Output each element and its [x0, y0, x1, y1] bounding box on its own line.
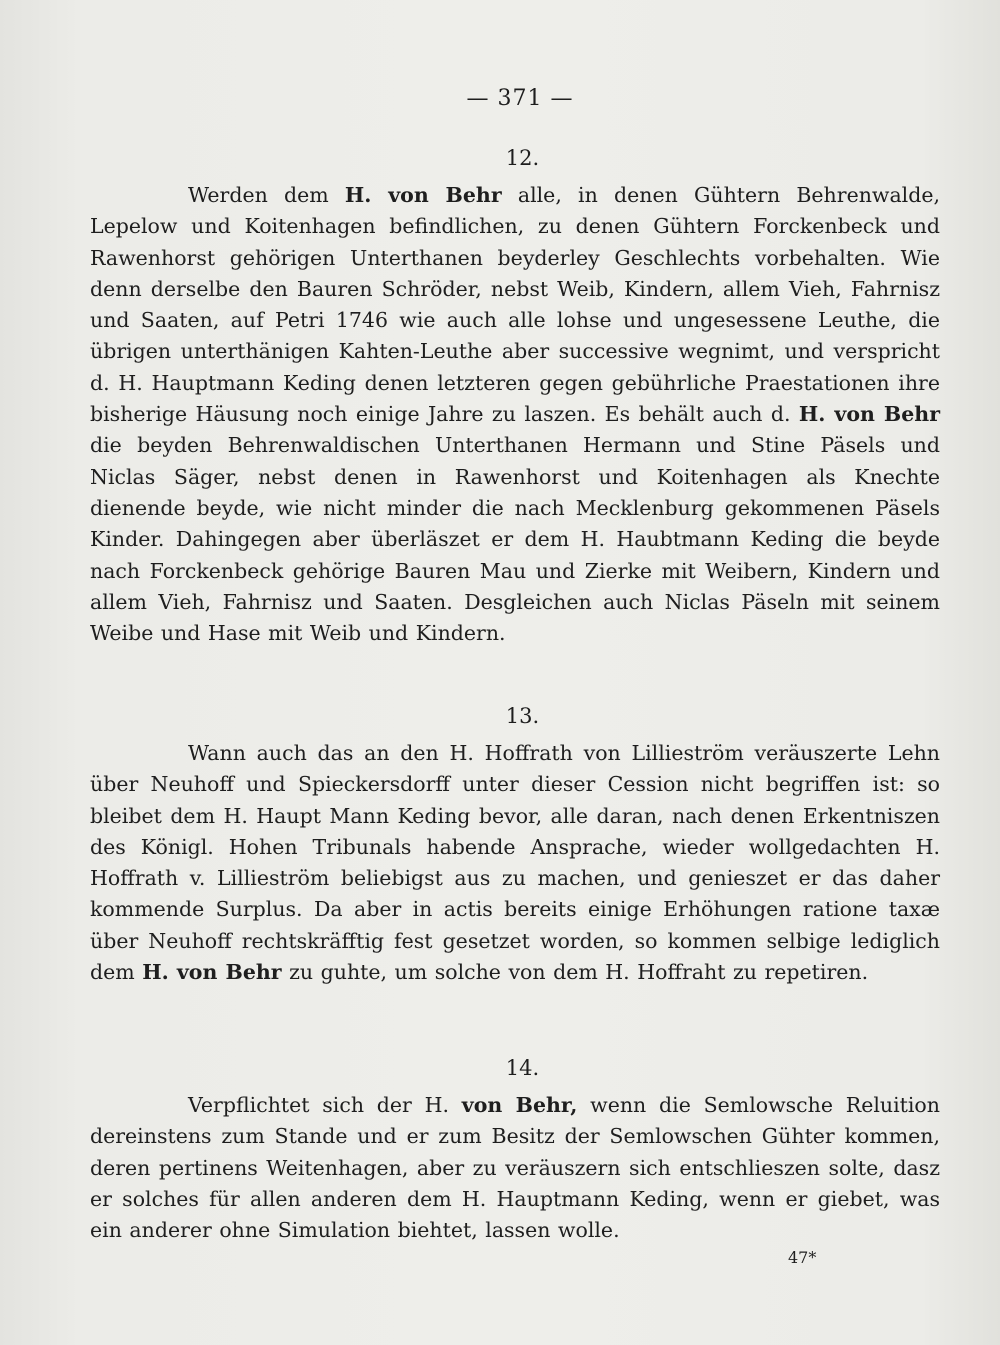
paragraph-text-run: Wann auch das an den H. Hoffrath von Lillieström veräuszerte Lehn über Neuhoff und Spieckersdorff unter dieser Cession nicht begriffen ist: so bleibet dem H. Haupt Mann Keding bevor, alle daran, nach denen Erkentniszen des Königl. Hohen Tribunals habende Ansprache, wieder wollgedachten H. Hoffrath v. Lillieström beliebigst aus zu machen, und genieszet er das daher kommende Surplus. Da aber in actis bereits einige Erhöhungen ratione taxæ über Neuhoff rechtskräfftig fest gesetzet worden, so kommen selbige lediglich dem	[90, 741, 940, 985]
paragraph-13	[90, 738, 940, 988]
bold-name-run: von Behr,	[461, 1093, 578, 1117]
section-number-12: 12.	[505, 146, 540, 170]
paragraph-text-run: wenn die Semlowsche Reluition dereinstens zum Stande und er zum Besitz der Semlowschen Gühter kommen, deren pertinens Weitenhagen, aber zu veräuszern sich entschlieszen solte, dasz er solches für allen anderen dem H. Hauptmann Keding, wenn er giebet, was ein anderer ohne Simulation biehtet, lassen wolle.	[90, 1093, 940, 1243]
paragraph-text-run: zu guhte, um solche von dem H. Hoffraht zu repetiren.	[281, 960, 869, 985]
page-number: — 371 —	[466, 86, 574, 111]
bold-name-run: H. von Behr	[798, 402, 940, 427]
bold-name-run: H. von Behr	[142, 960, 282, 985]
paragraph-text-run: Verpflichtet sich der H.	[188, 1093, 462, 1117]
paragraph-text-run: alle, in denen Gühtern Behrenwalde, Lepelow und Koitenhagen befindlichen, zu denen Gühtern Forckenbeck und Rawenhorst gehörigen Unterthanen beyderley Geschlechts vorbehalten. Wie denn derselbe den Bauren Schröder, nebst Weib, Kindern, allem Vieh, Fahrnisz und Saaten, auf Petri 1746 wie auch alle lohse und ungesessene Leuthe, die übrigen unterthänigen Kahten-Leuthe aber successive wegnimt, und verspricht d. H. Hauptmann Keding denen letzteren gegen gebührliche Praestationen ihre bisherige Häusung noch einige Jahre zu laszen. Es behält auch d.	[90, 183, 940, 427]
paragraph-text-run: Werden dem	[188, 183, 345, 207]
paragraph-12	[90, 180, 940, 649]
section-number-13: 13.	[505, 704, 540, 728]
paragraph-text-run: die beyden Behrenwaldischen Unterthanen Hermann und Stine Päsels und Niclas Säger, nebst denen in Rawenhorst und Koitenhagen als Knechte dienende beyde, wie nicht minder die nach Mecklenburg gekommenen Päsels Kinder. Dahingegen aber überläszet er dem H. Haubtmann Keding die beyde nach Forckenbeck gehörige Bauren Mau und Zierke mit Weibern, Kindern und allem Vieh, Fahrnisz und Saaten. Desgleichen auch Niclas Päseln mit seinem Weibe und Hase mit Weib und Kindern.	[90, 433, 940, 646]
bold-name-run: H. von Behr	[344, 183, 502, 207]
signature-mark: 47*	[788, 1248, 817, 1267]
paragraph-14	[90, 1090, 940, 1246]
section-number-14: 14.	[505, 1056, 540, 1080]
